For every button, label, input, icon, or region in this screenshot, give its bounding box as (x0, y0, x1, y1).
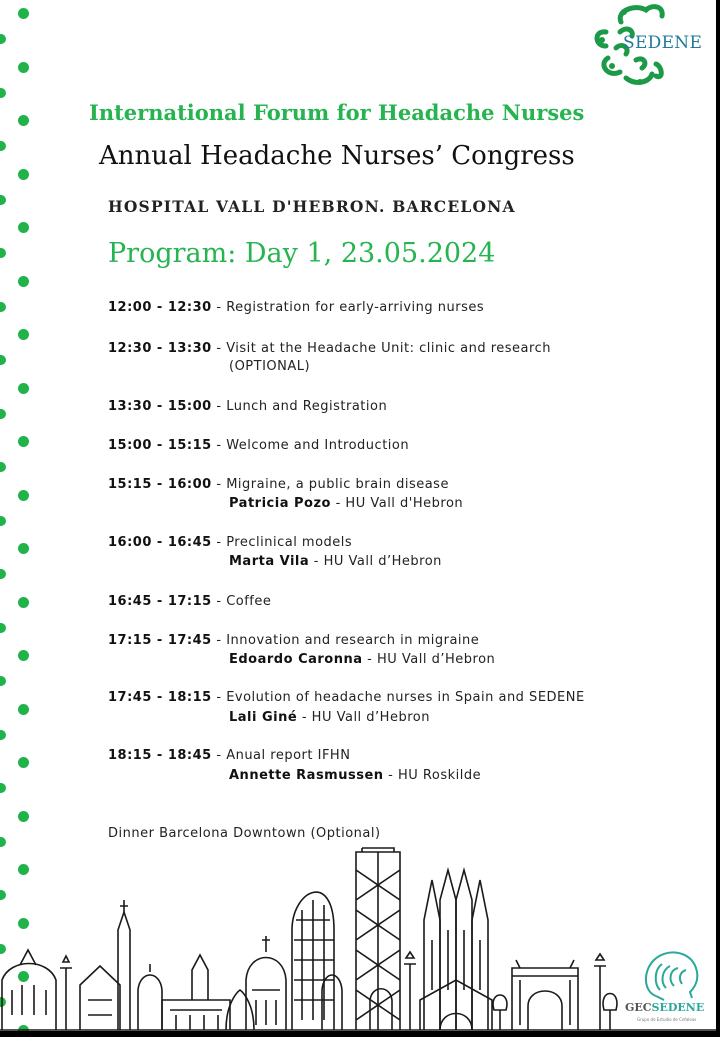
speaker-affiliation: HU Vall d’Hebron (311, 710, 430, 725)
decorative-dot (0, 355, 6, 365)
schedule-time: 16:00 - 16:45 (108, 535, 212, 550)
schedule-title: Coffee (226, 594, 272, 609)
schedule-time: 12:30 - 13:30 (108, 341, 212, 356)
schedule-title: Preclinical models (226, 535, 353, 550)
schedule-title: Evolution of headache nurses in Spain and SEDENE (226, 690, 585, 705)
decorative-dot (0, 783, 6, 793)
schedule-item: 12:00 - 12:30 - Registration for early-arriving nurses (108, 300, 485, 315)
decorative-dot (18, 597, 29, 608)
schedule-item: 17:45 - 18:15 - Evolution of headache nurses in Spain and SEDENE (108, 690, 585, 705)
speaker-affiliation: HU Roskilde (398, 768, 482, 783)
schedule-title: Lunch and Registration (226, 399, 388, 414)
schedule-item: 18:15 - 18:45 - Anual report IFHN (108, 748, 351, 763)
decorative-dot (18, 169, 29, 180)
schedule-title: Welcome and Introduction (226, 438, 410, 453)
schedule-title: Registration for early-arriving nurses (226, 300, 485, 315)
decorative-dot (18, 383, 29, 394)
schedule-title: Migraine, a public brain disease (226, 477, 449, 492)
schedule-time: 15:15 - 16:00 (108, 477, 212, 492)
schedule-item: 17:15 - 17:45 - Innovation and research in migraine (108, 633, 480, 648)
barcelona-skyline-illustration (0, 840, 716, 1031)
congress-title: Annual Headache Nurses’ Congress (99, 141, 575, 171)
sedene-logo-text: SEDENE (623, 33, 703, 53)
schedule-time: 15:00 - 15:15 (108, 438, 212, 453)
decorative-dot (0, 676, 6, 686)
speaker-affiliation: HU Vall d'Hebron (345, 496, 464, 511)
schedule-time: 17:15 - 17:45 (108, 633, 212, 648)
decorative-dot (18, 115, 29, 126)
decorative-dot (18, 436, 29, 447)
decorative-dot (0, 462, 6, 472)
decorative-dot (18, 8, 29, 19)
decorative-dot (0, 141, 6, 151)
speaker-affiliation: HU Vall d’Hebron (376, 652, 496, 667)
schedule-speaker-line: Marta Vila - HU Vall d’Hebron (229, 554, 442, 569)
decorative-dot (18, 62, 29, 73)
program-title: Program: Day 1, 23.05.2024 (108, 238, 496, 269)
forum-title: International Forum for Headache Nurses (89, 100, 585, 125)
schedule-title: Anual report IFHN (226, 748, 351, 763)
speaker-name: Lali Giné (229, 710, 298, 725)
gec-logo-suffix: SEDENE (651, 1001, 705, 1014)
decorative-dot (18, 222, 29, 233)
speaker-name: Annette Rasmussen (229, 768, 384, 783)
decorative-dot (18, 543, 29, 554)
decorative-dot (0, 88, 6, 98)
gec-logo-prefix: GEC (625, 1001, 652, 1014)
schedule-item: 13:30 - 15:00 - Lunch and Registration (108, 399, 388, 414)
dinner-note: Dinner Barcelona Downtown (Optional) (108, 826, 381, 841)
schedule-item: 16:00 - 16:45 - Preclinical models (108, 535, 353, 550)
decorative-dot (0, 569, 6, 579)
decorative-dot (18, 811, 29, 822)
decorative-dot (0, 623, 6, 633)
decorative-dot (18, 650, 29, 661)
schedule-title: Innovation and research in migraine (226, 633, 480, 648)
schedule-time: 12:00 - 12:30 (108, 300, 212, 315)
schedule-title: Visit at the Headache Unit: clinic and research (226, 341, 551, 356)
decorative-dot (0, 302, 6, 312)
venue-title: HOSPITAL VALL D'HEBRON. BARCELONA (108, 197, 516, 216)
speaker-name: Marta Vila (229, 554, 310, 569)
speaker-name: Edoardo Caronna (229, 652, 363, 667)
gec-head-profile-icon (620, 940, 716, 1028)
schedule-speaker-line: Patricia Pozo - HU Vall d'Hebron (229, 496, 464, 511)
schedule-speaker-line: Annette Rasmussen - HU Roskilde (229, 768, 482, 783)
schedule-speaker-line: Edoardo Caronna - HU Vall d’Hebron (229, 652, 496, 667)
schedule-item: 15:00 - 15:15 - Welcome and Introduction (108, 438, 410, 453)
decorative-dot (0, 195, 6, 205)
decorative-dot (0, 248, 6, 258)
schedule-time: 17:45 - 18:15 (108, 690, 212, 705)
schedule-time: 18:15 - 18:45 (108, 748, 212, 763)
decorative-dot (0, 34, 6, 44)
gec-logo-caption: Grupo de Estudio de Cefaleas (637, 1017, 697, 1022)
decorative-dot (18, 329, 29, 340)
speaker-name: Patricia Pozo (229, 496, 331, 511)
gec-logo-text (625, 1001, 704, 1014)
schedule-note: (OPTIONAL) (229, 359, 311, 374)
schedule-time: 13:30 - 15:00 (108, 399, 212, 414)
decorative-dot (0, 730, 6, 740)
decorative-dot (0, 409, 6, 419)
schedule-item: 15:15 - 16:00 - Migraine, a public brain disease (108, 477, 449, 492)
decorative-dot (18, 490, 29, 501)
decorative-dot (18, 276, 29, 287)
schedule-speaker-line: Lali Giné - HU Vall d’Hebron (229, 710, 430, 725)
schedule-item: 16:45 - 17:15 - Coffee (108, 594, 272, 609)
schedule-time: 16:45 - 17:15 (108, 594, 212, 609)
decorative-dot (18, 757, 29, 768)
decorative-dot (18, 704, 29, 715)
schedule-item: 12:30 - 13:30 - Visit at the Headache Unit: clinic and research (108, 341, 551, 356)
speaker-affiliation: HU Vall d’Hebron (323, 554, 442, 569)
decorative-dot (0, 516, 6, 526)
